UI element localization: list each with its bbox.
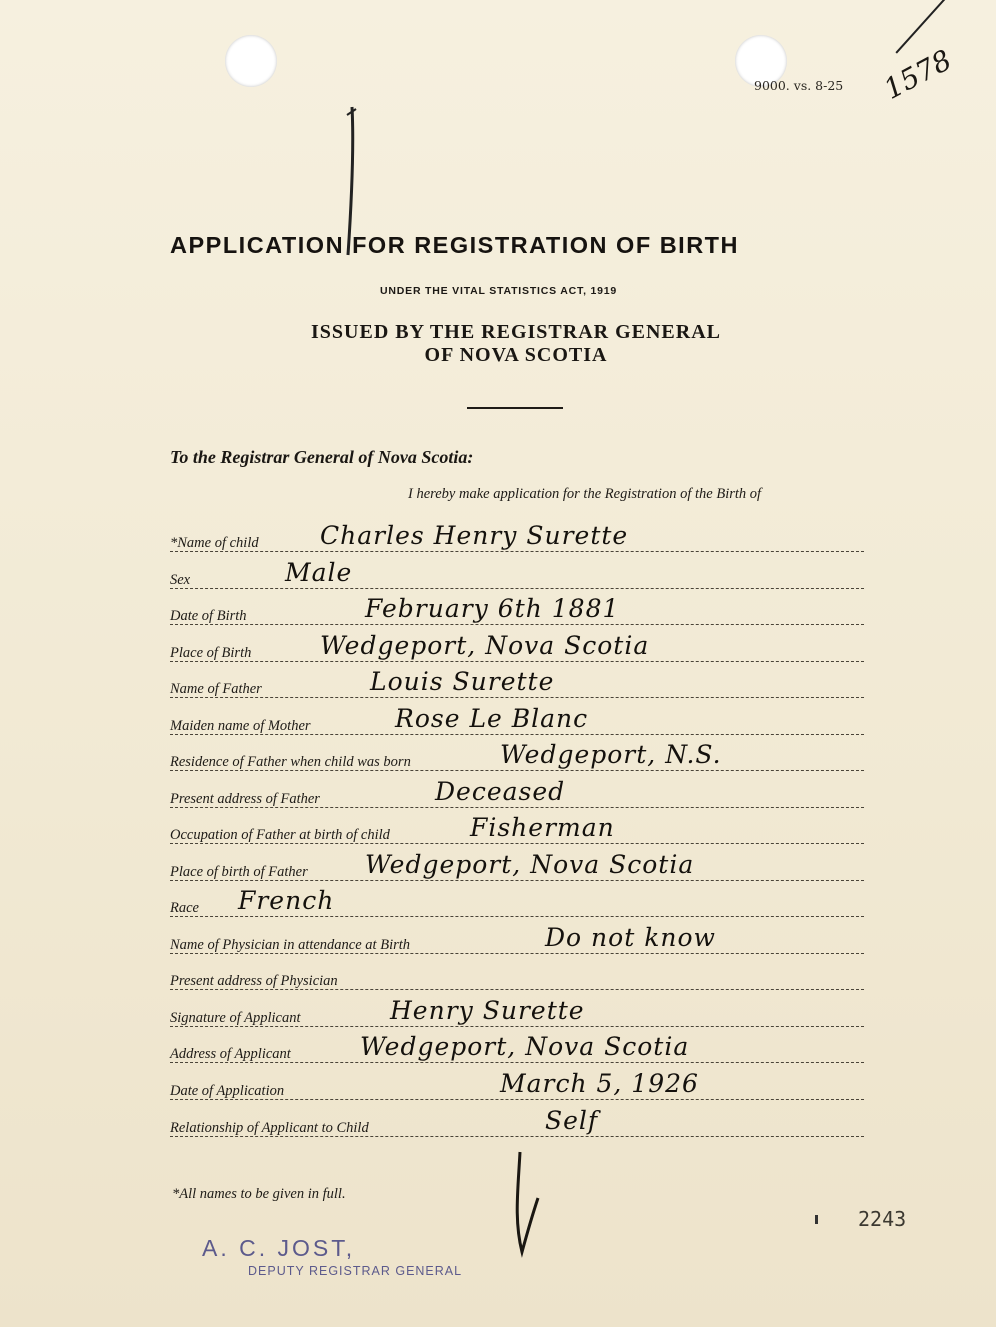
field-label: Address of Applicant bbox=[170, 1046, 291, 1062]
issuer-line-2: OF NOVA SCOTIA bbox=[424, 344, 608, 366]
field-residence-of-father bbox=[170, 740, 864, 775]
field-relationship-of-applicant bbox=[170, 1106, 864, 1141]
field-name-of-father bbox=[170, 667, 864, 702]
field-maiden-name-of-mother bbox=[170, 704, 864, 739]
field-value: Henry Surette bbox=[390, 996, 585, 1025]
field-value: Rose Le Blanc bbox=[395, 704, 589, 733]
registrar-stamp bbox=[202, 1235, 462, 1278]
field-label: Name of Physician in attendance at Birth bbox=[170, 937, 411, 953]
check-mark bbox=[504, 1150, 544, 1260]
field-label: Maiden name of Mother bbox=[170, 718, 311, 734]
field-value: February 6th 1881 bbox=[365, 594, 620, 623]
field-value: Louis Surette bbox=[370, 667, 555, 696]
tick-mark bbox=[815, 1215, 818, 1224]
field-value: Wedgeport, Nova Scotia bbox=[320, 631, 650, 660]
field-label: Sex bbox=[170, 572, 191, 588]
field-name-of-child bbox=[170, 521, 864, 556]
field-place-of-birth-of-father bbox=[170, 850, 864, 885]
salutation: To the Registrar General of Nova Scotia: bbox=[170, 447, 474, 467]
field-label: Name of Father bbox=[170, 681, 262, 697]
field-signature-of-applicant bbox=[170, 996, 864, 1031]
issuer-heading bbox=[296, 321, 736, 367]
field-value: Self bbox=[545, 1106, 599, 1135]
intro-text: I hereby make application for the Registration of the Birth of bbox=[408, 486, 762, 502]
field-present-address-of-physician bbox=[170, 966, 864, 994]
field-label: Date of Birth bbox=[170, 608, 247, 624]
form-number: 9000. vs. 8-25 bbox=[754, 78, 844, 93]
issuer-line-1: ISSUED BY THE REGISTRAR GENERAL bbox=[311, 321, 721, 343]
field-value: Male bbox=[285, 558, 353, 587]
act-subtitle: UNDER THE VITAL STATISTICS ACT, 1919 bbox=[380, 285, 618, 297]
field-label: Place of birth of Father bbox=[170, 864, 308, 880]
field-value: Wedgeport, Nova Scotia bbox=[365, 850, 695, 879]
field-present-address-of-father bbox=[170, 777, 864, 812]
field-label: Signature of Applicant bbox=[170, 1010, 301, 1026]
field-value: Deceased bbox=[435, 777, 566, 806]
field-label: *Name of child bbox=[170, 535, 259, 551]
field-race bbox=[170, 886, 864, 921]
field-value: French bbox=[238, 886, 335, 915]
divider bbox=[467, 407, 563, 409]
field-value: Wedgeport, Nova Scotia bbox=[360, 1032, 690, 1061]
handwritten-number: 1578 bbox=[878, 43, 957, 106]
field-date-of-application bbox=[170, 1069, 864, 1104]
stamp-role: DEPUTY REGISTRAR GENERAL bbox=[248, 1264, 463, 1278]
field-label: Race bbox=[170, 900, 199, 916]
field-label: Residence of Father when child was born bbox=[170, 754, 411, 770]
form-title: APPLICATION FOR REGISTRATION OF BIRTH bbox=[170, 232, 740, 258]
field-value: March 5, 1926 bbox=[500, 1069, 699, 1098]
field-label: Date of Application bbox=[170, 1083, 285, 1099]
field-label: Relationship of Applicant to Child bbox=[170, 1120, 369, 1136]
field-date-of-birth bbox=[170, 594, 864, 629]
sequence-number: 2243 bbox=[858, 1207, 907, 1231]
field-name-of-physician bbox=[170, 923, 864, 958]
field-value: Do not know bbox=[545, 923, 716, 952]
field-sex bbox=[170, 558, 864, 593]
field-occupation-of-father bbox=[170, 813, 864, 848]
handwritten-slash bbox=[895, 0, 956, 53]
field-address-of-applicant bbox=[170, 1032, 864, 1067]
field-value: Fisherman bbox=[470, 813, 615, 842]
field-value: Charles Henry Surette bbox=[320, 521, 629, 550]
field-value: Wedgeport, N.S. bbox=[500, 740, 722, 769]
stamp-name: A. C. JOST, bbox=[202, 1235, 356, 1261]
field-label: Present address of Father bbox=[170, 791, 320, 807]
field-label: Present address of Physician bbox=[170, 973, 338, 989]
field-place-of-birth bbox=[170, 631, 864, 666]
footnote: *All names to be given in full. bbox=[172, 1186, 346, 1202]
field-label: Place of Birth bbox=[170, 645, 252, 661]
field-label: Occupation of Father at birth of child bbox=[170, 827, 390, 843]
punch-hole-left bbox=[225, 35, 277, 87]
